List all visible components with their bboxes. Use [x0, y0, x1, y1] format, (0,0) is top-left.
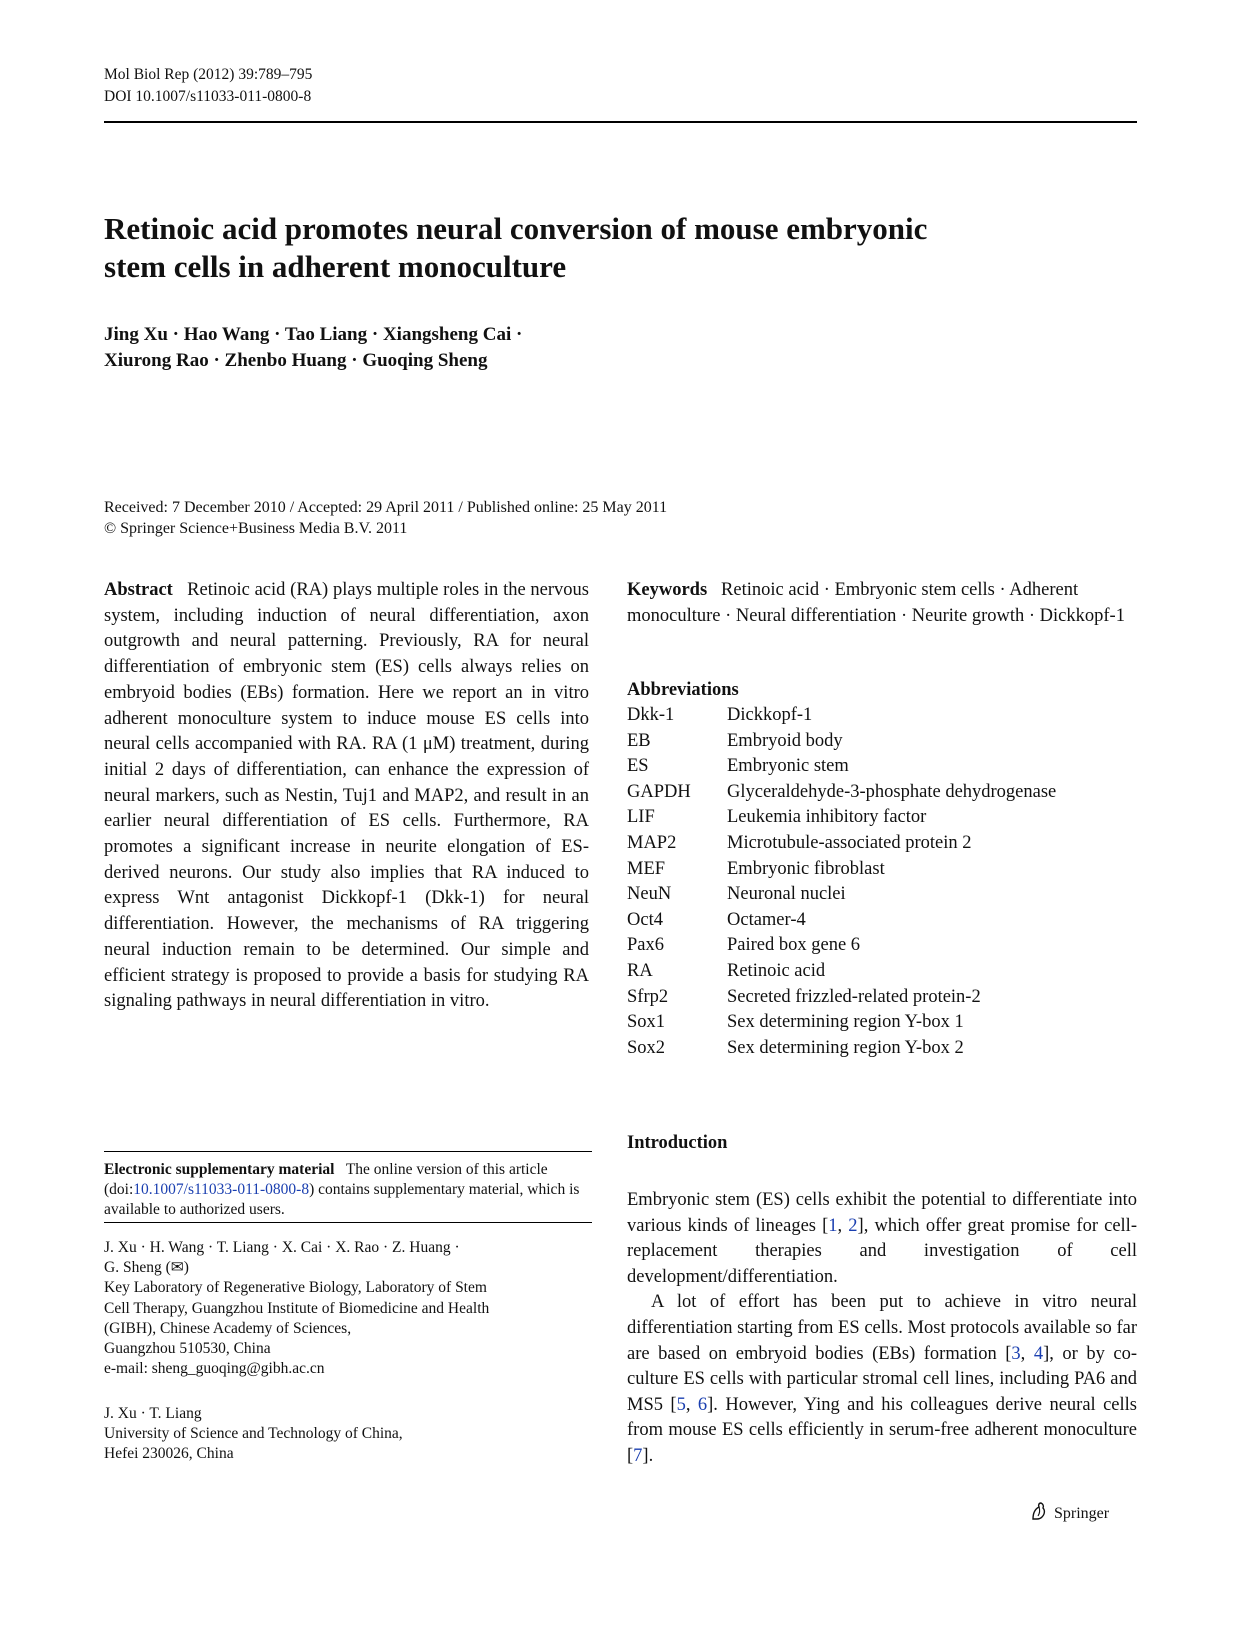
abbreviation-key: LIF: [627, 807, 655, 828]
abbreviation-row: [627, 780, 1137, 806]
abbreviations-list: [627, 703, 1137, 1061]
intro-p1-sep: ,: [837, 1215, 849, 1236]
abbreviation-row: [627, 908, 1137, 934]
affil1-line-4: Guangzhou 510530, China: [104, 1340, 271, 1358]
abbreviation-key: NeuN: [627, 884, 672, 905]
introduction-heading: Introduction: [627, 1133, 728, 1153]
authors-line-2: Xiurong Rao · Zhenbo Huang · Guoqing Sheng: [104, 350, 488, 371]
article-doi: DOI 10.1007/s11033-011-0800-8: [104, 88, 312, 105]
affil1-email: e-mail: sheng_guoqing@gibh.ac.cn: [104, 1360, 325, 1378]
abbreviation-value: Retinoic acid: [727, 960, 826, 981]
title-line-2: stem cells in adherent monoculture: [104, 249, 567, 284]
affil2-line-1: University of Science and Technology of China,: [104, 1425, 403, 1443]
publisher-name: Springer: [1054, 1504, 1110, 1522]
abbreviation-row: [627, 703, 1137, 729]
abbreviation-row: [627, 729, 1137, 755]
abbreviation-key: Sox1: [627, 1012, 666, 1033]
abbreviation-value: Secreted frizzled-related protein-2: [727, 986, 981, 1007]
abbreviation-key: Pax6: [627, 935, 664, 956]
affil1-line-2: Cell Therapy, Guangzhou Institute of Biomedicine and Health: [104, 1299, 490, 1317]
abbreviation-key: MAP2: [627, 832, 677, 853]
abbreviation-row: [627, 959, 1137, 985]
esm-text-before: The online version of this article (doi:: [104, 1161, 548, 1198]
abbreviation-key: GAPDH: [627, 781, 691, 802]
abbreviation-key: Sfrp2: [627, 986, 669, 1007]
intro-paragraph-1: [627, 1188, 1137, 1290]
abbreviation-row: [627, 933, 1137, 959]
abbreviation-key: Oct4: [627, 909, 663, 930]
affil2-line-2: Hefei 230026, China: [104, 1445, 234, 1463]
publication-dates: [104, 497, 1004, 539]
abbreviation-key: EB: [627, 730, 651, 751]
abbreviation-value: Sex determining region Y-box 2: [727, 1037, 964, 1058]
abbreviation-value: Embryonic fibroblast: [727, 858, 885, 879]
affil1-authors-line-1: J. Xu · H. Wang · T. Liang · X. Cai · X. Rao · Z. Huang ·: [104, 1239, 460, 1256]
keywords-text: Retinoic acid · Embryonic stem cells · Adherent monoculture · Neural differentiation · Neurite growth · Dickkopf-1: [627, 580, 1125, 626]
abbreviation-key: MEF: [627, 858, 666, 879]
abbreviation-value: Leukemia inhibitory factor: [727, 807, 927, 828]
affiliation-1: [104, 1238, 592, 1379]
abbreviations-heading: Abbreviations: [627, 680, 739, 700]
intro-paragraph-2: [627, 1290, 1137, 1469]
intro-p1-text-a: Embryonic stem (ES) cells exhibit the potential to differentiate into various kinds of lineages [: [627, 1190, 1137, 1236]
abbreviation-value: Dickkopf-1: [727, 705, 813, 725]
esm-doi-link[interactable]: 10.1007/s11033-011-0800-8: [133, 1181, 310, 1198]
affil1-line-3: (GIBH), Chinese Academy of Sciences,: [104, 1319, 352, 1337]
supplementary-note: [104, 1160, 592, 1220]
abbreviation-key: ES: [627, 756, 649, 777]
keywords-label: Keywords: [627, 580, 708, 600]
esm-label: Electronic supplementary material: [104, 1161, 335, 1178]
abbreviation-row: [627, 1036, 1137, 1062]
abbreviation-value: Octamer-4: [727, 909, 806, 930]
abbreviation-key: RA: [627, 960, 653, 981]
abstract-text: Retinoic acid (RA) plays multiple roles in the nervous system, including induction of neural differentiation, axon outgrowth and neural patterning. Previously, RA for neural differentiation of embryonic stem (ES) cells always relies on embryoid bodies (EBs) formation. Here we report an in vitro adherent monoculture system to induce mouse ES cells into neural cells accompanied with RA. RA (1 μM) treatment, during initial 2 days of differentiation, can enhance the expression of neural markers, such as Nestin, Tuj1 and MAP2, and result in an earlier neural differentiation of ES cells. Furthermore, RA promotes a significant increase in neurite elongation of ES-derived neurons. Our study also implies that RA induced to express Wnt antagonist Dickkopf-1 (Dkk-1) for neural differentiation. However, the mechanisms of RA triggering neural induction remain to be determined. Our simple and efficient strategy is proposed to provide a basis for studying RA signaling pathways in neural differentiation in vitro.: [104, 580, 590, 1012]
citation-ref[interactable]: 6: [697, 1394, 708, 1415]
authors-line-1: Jing Xu · Hao Wang · Tao Liang · Xiangsheng Cai ·: [104, 324, 523, 345]
intro-p2-sep-1: ,: [1020, 1343, 1034, 1364]
header-rule: [104, 121, 1137, 123]
abstract-label: Abstract: [104, 580, 173, 600]
springer-horse-icon: [1030, 1501, 1048, 1526]
abbreviation-key: Sox2: [627, 1037, 666, 1058]
affil1-line-1: Key Laboratory of Regenerative Biology, Laboratory of Stem: [104, 1279, 487, 1297]
citation-ref[interactable]: 4: [1033, 1343, 1044, 1364]
abbreviation-value: Paired box gene 6: [727, 935, 861, 956]
intro-p2-text-c: ]. However, Ying and his colleagues derive neural cells from mouse ES cells efficiently in serum-free adherent monoculture [: [627, 1394, 1137, 1466]
abbreviation-row: [627, 805, 1137, 831]
abbreviation-row: [627, 754, 1137, 780]
abbreviation-value: Embryoid body: [727, 730, 843, 751]
citation-ref[interactable]: 5: [676, 1394, 686, 1415]
abbreviation-value: Embryonic stem: [727, 756, 849, 777]
author-list: [104, 322, 1004, 374]
keywords: [627, 578, 1137, 629]
journal-citation: Mol Biol Rep (2012) 39:789–795: [104, 66, 313, 83]
affil1-authors-line-2: G. Sheng (✉): [104, 1259, 189, 1277]
citation-ref[interactable]: 3: [1011, 1343, 1021, 1364]
intro-p2-sep-2: ,: [685, 1394, 698, 1415]
dates-line: Received: 7 December 2010 / Accepted: 29 April 2011 / Published online: 25 May 2011: [104, 499, 668, 516]
abbreviation-value: Sex determining region Y-box 1: [727, 1012, 964, 1033]
abbreviation-value: Glyceraldehyde-3-phosphate dehydrogenase: [727, 781, 1057, 802]
abstract: [104, 578, 589, 1015]
abbreviation-key: Dkk-1: [627, 705, 675, 725]
abbreviation-value: Microtubule-associated protein 2: [727, 832, 972, 853]
abbreviation-value: Neuronal nuclei: [727, 884, 846, 905]
copyright-line: © Springer Science+Business Media B.V. 2011: [104, 520, 408, 537]
introduction-body: [627, 1188, 1137, 1470]
citation-ref[interactable]: 2: [848, 1215, 858, 1236]
abbreviation-row: [627, 1010, 1137, 1036]
intro-p2-text-a: A lot of effort has been put to achieve in vitro neural differentiation starting from ES cells. Most protocols available so far are based on embryoid bodies (EBs) formation [: [627, 1292, 1137, 1364]
footnote-rule: [104, 1151, 592, 1152]
intro-p1-text-b: ], which offer great promise for cell-replacement therapies and investigation of cell development/differentiation.: [627, 1215, 1137, 1287]
title-line-1: Retinoic acid promotes neural conversion of mouse embryonic: [104, 211, 928, 246]
abbreviation-row: [627, 857, 1137, 883]
publisher-logo: [1030, 1501, 1109, 1526]
abbreviation-row: [627, 985, 1137, 1011]
abbreviation-row: [627, 831, 1137, 857]
esm-text-after: ) contains supplementary material, which is available to authorized users.: [104, 1181, 580, 1218]
citation-ref[interactable]: 7: [633, 1445, 643, 1466]
intro-p2-text-b: ], or by co-culture ES cells with particular stromal cell lines, including PA6 and MS5 [: [627, 1343, 1138, 1415]
affil2-authors: J. Xu · T. Liang: [104, 1405, 202, 1422]
article-title: [104, 210, 1104, 286]
affiliation-2: [104, 1404, 592, 1465]
intro-p2-text-d: ].: [642, 1445, 654, 1466]
citation-ref[interactable]: 1: [828, 1215, 838, 1236]
abbreviation-row: [627, 882, 1137, 908]
footnote-rule-2: [104, 1222, 592, 1223]
